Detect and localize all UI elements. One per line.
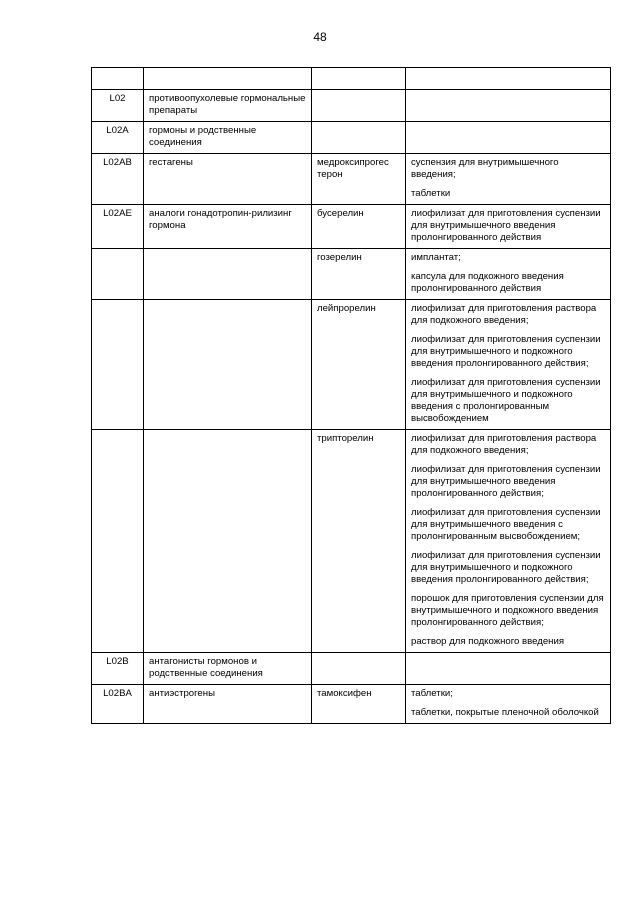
table-row (92, 122, 611, 154)
atc-code-cell: L02AE (92, 205, 144, 249)
drug-name-cell (312, 653, 406, 685)
table-header-row (92, 68, 611, 90)
group-name-cell: противоопухолевые гормональные препараты (144, 90, 312, 122)
group-name-cell: гестагены (144, 154, 312, 205)
atc-code-cell: L02B (92, 653, 144, 685)
dosage-form-item: раствор для подкожного введения (411, 636, 565, 647)
atc-code-cell: L02AB (92, 154, 144, 205)
drug-name-cell: лейпрорелин (312, 300, 406, 430)
drug-name-cell (312, 90, 406, 122)
dosage-forms-cell (406, 205, 611, 249)
dosage-form-item: лиофилизат для приготовления суспензии для внутримышечного и подкожного введения с пролонгированным высвобождением (411, 377, 601, 424)
atc-code-cell: L02 (92, 90, 144, 122)
group-name-cell (144, 430, 312, 653)
drug-name-cell: тамоксифен (312, 685, 406, 724)
dosage-form-item: таблетки; (411, 688, 453, 699)
page-number: 48 (313, 30, 327, 44)
dosage-form-item: капсула для подкожного введения пролонгированного действия (411, 271, 564, 294)
dosage-forms-cell (406, 653, 611, 685)
group-name-cell: аналоги гонадотропин-рилизинг гормона (144, 205, 312, 249)
drug-name-cell: трипторелин (312, 430, 406, 653)
dosage-form-item: лиофилизат для приготовления раствора для подкожного введения; (411, 303, 597, 326)
dosage-form-item: лиофилизат для приготовления суспензии для внутримышечного введения пролонгированного действия (411, 208, 601, 243)
group-name-cell (144, 300, 312, 430)
dosage-form-item: имплантат; (411, 252, 461, 263)
table-row (92, 90, 611, 122)
atc-code-cell (92, 249, 144, 300)
group-name-cell: антагонисты гормонов и родственные соединения (144, 653, 312, 685)
dosage-form-item: лиофилизат для приготовления суспензии для внутримышечного и подкожного введения пролонгированного действия; (411, 550, 601, 585)
table-row (92, 653, 611, 685)
atc-code-cell (92, 430, 144, 653)
dosage-forms-cell (406, 249, 611, 300)
dosage-form-item: лиофилизат для приготовления раствора для подкожного введения; (411, 433, 597, 456)
dosage-form-item: лиофилизат для приготовления суспензии для внутримышечного введения с пролонгированным высвобождением; (411, 507, 601, 542)
table-row (92, 205, 611, 249)
group-name-cell: антиэстрогены (144, 685, 312, 724)
dosage-forms-cell (406, 430, 611, 653)
dosage-forms-cell (406, 685, 611, 724)
dosage-form-item: лиофилизат для приготовления суспензии для внутримышечного и подкожного введения пролонгированного действия; (411, 334, 601, 369)
drug-name-cell: гозерелин (312, 249, 406, 300)
dosage-forms-cell (406, 122, 611, 154)
atc-code-cell: L02BA (92, 685, 144, 724)
header-cell (406, 68, 611, 90)
header-cell (92, 68, 144, 90)
dosage-forms-cell (406, 154, 611, 205)
table-row (92, 300, 611, 430)
dosage-form-item: порошок для приготовления суспензии для внутримышечного и подкожного введения пролонгированного действия; (411, 593, 604, 628)
drug-name-cell: медроксипрогес терон (312, 154, 406, 205)
atc-code-cell (92, 300, 144, 430)
group-name-cell (144, 249, 312, 300)
table-row (92, 154, 611, 205)
header-cell (312, 68, 406, 90)
atc-code-cell: L02A (92, 122, 144, 154)
dosage-forms-cell (406, 300, 611, 430)
header-cell (144, 68, 312, 90)
drug-table (91, 67, 611, 724)
table-row (92, 430, 611, 653)
group-name-cell: гормоны и родственные соединения (144, 122, 312, 154)
dosage-form-item: лиофилизат для приготовления суспензии для внутримышечного введения пролонгированного действия; (411, 464, 601, 499)
dosage-form-item: таблетки (411, 188, 451, 199)
table-row (92, 685, 611, 724)
dosage-form-item: таблетки, покрытые пленочной оболочкой (411, 707, 599, 718)
dosage-form-item: суспензия для внутримышечного введения; (411, 157, 559, 180)
drug-name-cell: бусерелин (312, 205, 406, 249)
table-row (92, 249, 611, 300)
drug-name-cell (312, 122, 406, 154)
dosage-forms-cell (406, 90, 611, 122)
